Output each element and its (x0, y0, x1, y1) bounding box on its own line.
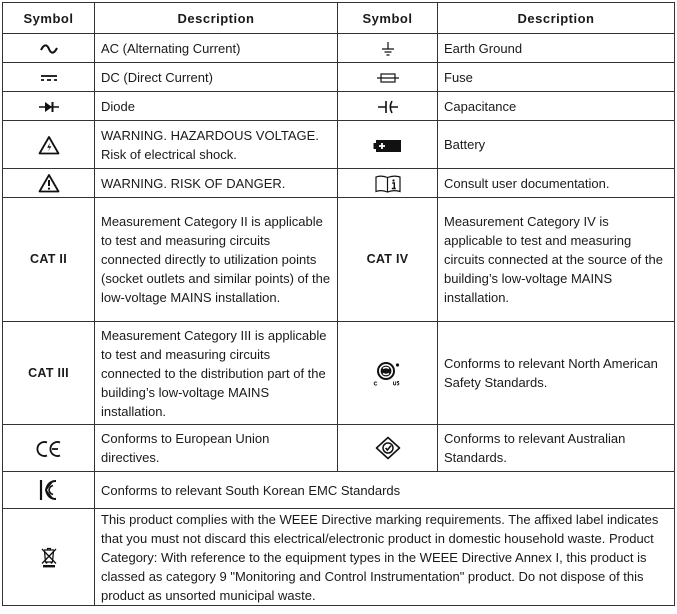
table-row (3, 509, 675, 606)
cat-ii-symbol: CAT II (3, 198, 95, 322)
symbol-cell (338, 121, 438, 169)
symbol-cell (3, 63, 95, 92)
hazardous-voltage-warning-icon (38, 135, 60, 155)
description-cell: Fuse (438, 63, 675, 92)
symbol-cell (3, 425, 95, 472)
rcm-mark-icon (375, 436, 401, 460)
cat-iii-symbol: CAT III (3, 322, 95, 425)
description-cell: AC (Alternating Current) (95, 34, 338, 63)
table-row (3, 322, 675, 425)
description-cell: Diode (95, 92, 338, 121)
diode-icon (38, 101, 60, 113)
symbol-cell (3, 121, 95, 169)
symbol-cell (3, 509, 95, 606)
weee-crossed-bin-icon (40, 546, 58, 568)
symbol-cell (338, 322, 438, 425)
header-row (3, 3, 675, 34)
symbol-cell (338, 92, 438, 121)
cat-iv-symbol: CAT IV (338, 198, 438, 322)
description-cell: Capacitance (438, 92, 675, 121)
table-row (3, 92, 675, 121)
symbol-header: Symbol (3, 3, 95, 34)
ce-mark-icon (36, 440, 62, 458)
symbol-cell (3, 34, 95, 63)
description-cell: Conforms to relevant Australian Standards. (438, 425, 675, 472)
table-row (3, 63, 675, 92)
user-documentation-icon (375, 175, 401, 193)
description-cell: Conforms to relevant North American Safety Standards. (438, 322, 675, 425)
description-cell: Earth Ground (438, 34, 675, 63)
description-cell: WARNING. HAZARDOUS VOLTAGE. Risk of electrical shock. (95, 121, 338, 169)
dc-icon (40, 73, 58, 83)
symbol-cell (338, 34, 438, 63)
description-header: Description (438, 3, 675, 34)
table-row (3, 121, 675, 169)
description-cell: DC (Direct Current) (95, 63, 338, 92)
description-cell: This product complies with the WEEE Directive marking requirements. The affixed label indicates that you must not discard this electrical/electronic product in domestic household waste. Product Category: With reference to the equipment types in the WEEE Directive Annex I, this product is classed as category 9 "Monitoring and Control Instrumentation" product. Do not dispose of this product as unsorted municipal waste. (95, 509, 675, 606)
description-cell: WARNING. RISK OF DANGER. (95, 169, 338, 198)
table-row (3, 198, 675, 322)
symbol-cell (338, 169, 438, 198)
symbol-header: Symbol (338, 3, 438, 34)
kc-mark-icon (39, 477, 59, 503)
description-cell: Conforms to relevant South Korean EMC Standards (95, 472, 675, 509)
table-row (3, 472, 675, 509)
symbol-cell (3, 92, 95, 121)
description-cell: Conforms to European Union directives. (95, 425, 338, 472)
earth-ground-icon (380, 41, 396, 57)
fuse-icon (376, 72, 400, 84)
symbol-cell (338, 63, 438, 92)
description-cell: Measurement Category III is applicable to test and measuring circuits connected to the distribution part of the building’s low-voltage MAINS installation. (95, 322, 338, 425)
battery-icon (373, 138, 403, 154)
symbol-cell (338, 425, 438, 472)
description-header: Description (95, 3, 338, 34)
csa-mark-icon (373, 360, 403, 386)
danger-warning-icon (38, 173, 60, 193)
table-row (3, 34, 675, 63)
description-cell: Measurement Category II is applicable to test and measuring circuits connected directly to utilization points (socket outlets and similar points) of the low-voltage MAINS installation. (95, 198, 338, 322)
description-cell: Consult user documentation. (438, 169, 675, 198)
description-cell: Battery (438, 121, 675, 169)
symbols-table (2, 2, 675, 606)
table-row (3, 425, 675, 472)
symbol-cell (3, 169, 95, 198)
description-cell: Measurement Category IV is applicable to test and measuring circuits connected at the source of the building’s low-voltage MAINS installation. (438, 198, 675, 322)
capacitance-icon (377, 100, 399, 114)
symbol-cell (3, 472, 95, 509)
ac-wave-icon (40, 44, 58, 54)
table-row (3, 169, 675, 198)
